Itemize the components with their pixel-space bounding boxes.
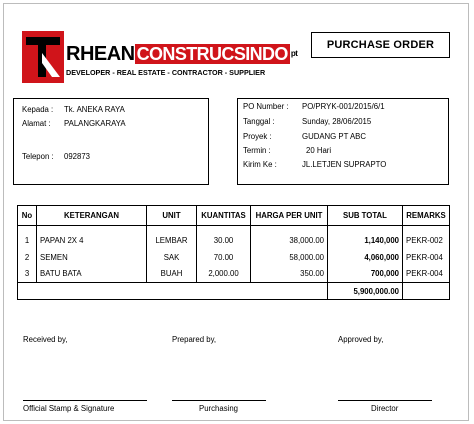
received-signature-line [23, 400, 147, 401]
telepon-label: Telepon : [22, 152, 54, 161]
received-by-label: Received by, [23, 335, 68, 344]
cell-unit: SAK [147, 249, 197, 266]
proyek-label: Proyek : [243, 132, 272, 141]
logo-suffix: pt [290, 49, 298, 58]
header-harga: HARGA PER UNIT [251, 206, 328, 226]
cell-keterangan: BATU BATA [37, 266, 147, 283]
proyek-value: GUDANG PT ABC [302, 132, 366, 141]
cell-no: 1 [18, 232, 37, 249]
logo-tagline: DEVELOPER - REAL ESTATE - CONTRACTOR - SUPPLIER [66, 68, 266, 77]
items-table [17, 205, 450, 300]
cell-keterangan: SEMEN [37, 249, 147, 266]
cell-remarks: PEKR-002 [403, 232, 450, 249]
kirim-ke-value: JL.LETJEN SUPRAPTO [302, 160, 387, 169]
total-row-spacer [18, 283, 328, 300]
total-row-remarks [403, 283, 450, 300]
cell-subtotal: 700,000 [328, 266, 403, 283]
order-info-box [237, 98, 449, 185]
cell-no: 3 [18, 266, 37, 283]
header-kuantitas: KUANTITAS [197, 206, 251, 226]
cell-subtotal: 1,140,000 [328, 232, 403, 249]
purchasing-label: Purchasing [199, 404, 239, 413]
alamat-value: PALANGKARAYA [64, 119, 126, 128]
tanggal-label: Tanggal : [243, 117, 275, 126]
approved-signature-line [338, 400, 432, 401]
logo-brand-dark: RHEAN [66, 43, 135, 65]
cell-unit: LEMBAR [147, 232, 197, 249]
total-row [18, 283, 450, 300]
header-subtotal: SUB TOTAL [328, 206, 403, 226]
prepared-by-label: Prepared by, [172, 335, 217, 344]
approved-by-label: Approved by, [338, 335, 384, 344]
table-row [18, 232, 450, 249]
logo-brand-red: CONSTRUCSINDO [136, 44, 288, 64]
cell-kuantitas: 2,000.00 [197, 266, 251, 283]
grand-total: 5,900,000.00 [328, 283, 403, 300]
document-title: PURCHASE ORDER [311, 32, 450, 58]
cell-remarks: PEKR-004 [403, 266, 450, 283]
kirim-ke-label: Kirim Ke : [243, 160, 277, 169]
director-label: Director [371, 404, 399, 413]
cell-no: 2 [18, 249, 37, 266]
cell-harga: 350.00 [251, 266, 328, 283]
vendor-info-box [13, 98, 209, 185]
header-keterangan: KETERANGAN [37, 206, 147, 226]
logo-mark-icon [22, 31, 64, 83]
official-stamp-label: Official Stamp & Signature [23, 404, 115, 413]
header-unit: UNIT [147, 206, 197, 226]
table-row [18, 266, 450, 283]
cell-keterangan: PAPAN 2X 4 [37, 232, 147, 249]
cell-subtotal: 4,060,000 [328, 249, 403, 266]
header-remarks: REMARKS [403, 206, 450, 226]
logo-brand [66, 43, 297, 65]
kepada-label: Kepada : [22, 105, 54, 114]
termin-label: Termin : [243, 146, 271, 155]
kepada-value: Tk. ANEKA RAYA [64, 105, 125, 114]
cell-kuantitas: 70.00 [197, 249, 251, 266]
cell-harga: 38,000.00 [251, 232, 328, 249]
company-logo [22, 31, 298, 89]
table-header-row [18, 206, 450, 226]
alamat-label: Alamat : [22, 119, 51, 128]
po-number-value: PO/PRYK-001/2015/6/1 [302, 102, 385, 111]
table-row [18, 249, 450, 266]
header-no: No [18, 206, 37, 226]
cell-unit: BUAH [147, 266, 197, 283]
po-number-label: PO Number : [243, 102, 289, 111]
termin-value: 20 Hari [306, 146, 332, 155]
tanggal-value: Sunday, 28/06/2015 [302, 117, 372, 126]
prepared-signature-line [172, 400, 266, 401]
telepon-value: 092873 [64, 152, 91, 161]
cell-kuantitas: 30.00 [197, 232, 251, 249]
cell-harga: 58,000.00 [251, 249, 328, 266]
cell-remarks: PEKR-004 [403, 249, 450, 266]
